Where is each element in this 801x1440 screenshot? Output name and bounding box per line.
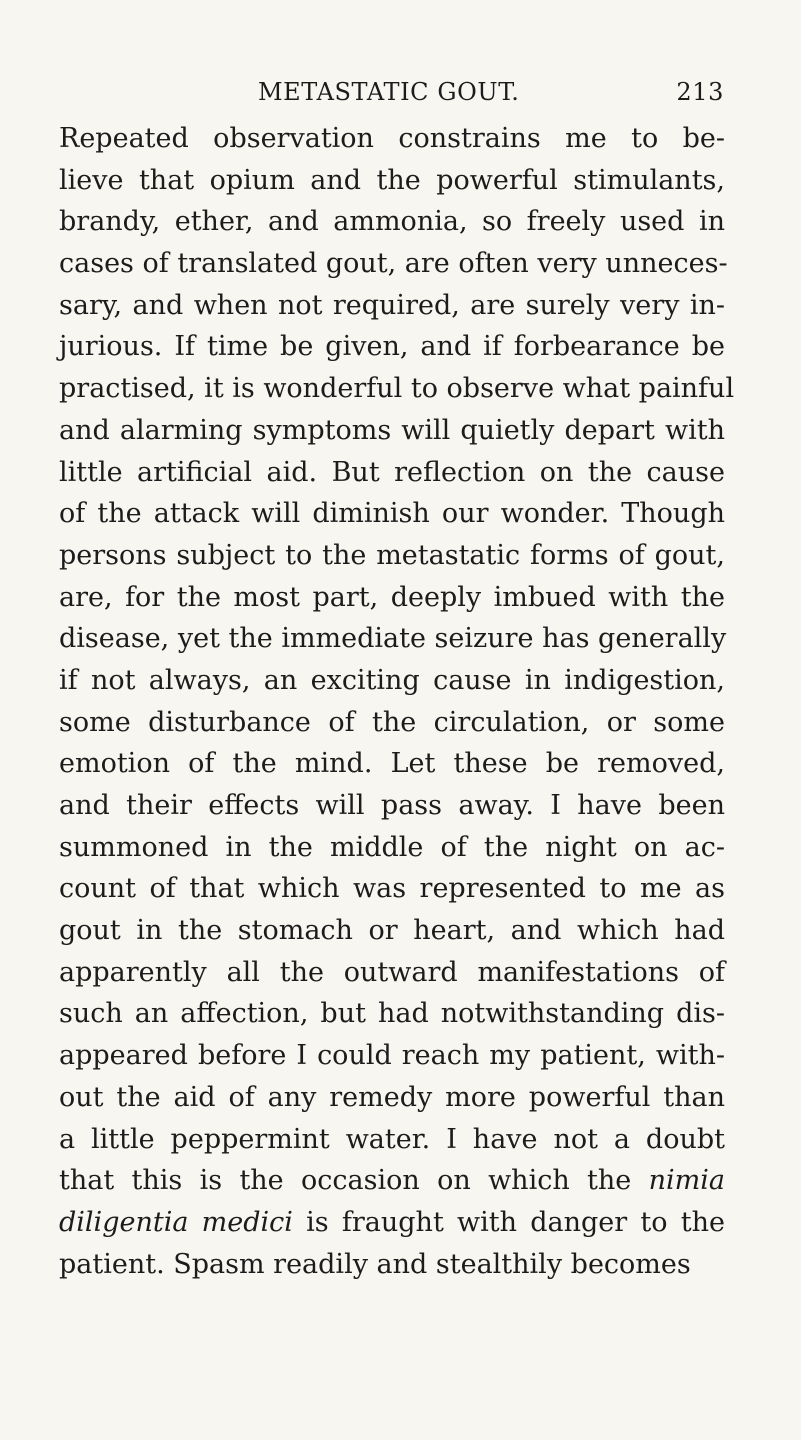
text-line: apparently all the outward manifestations of [59,956,725,988]
text-line: Repeated observation constrains me to be- [59,123,725,154]
page-number: 213 [676,78,724,106]
text-line: sary, and when not required, are surely very in- [59,289,725,321]
italic-phrase: diligentia medici [59,1206,293,1238]
text-line: lieve that opium and the powerful stimulants, [59,164,725,196]
text-run: that this is the occasion on which the [59,1165,632,1197]
text-line: jurious. If time be given, and if forbearance be [59,331,725,363]
text-line: cases of translated gout, are often very unneces- [59,248,728,280]
text-line: out the aid of any remedy more powerful than [59,1081,725,1113]
text-run: is fraught with danger to the [292,1206,725,1238]
text-line: practised, it is wonderful to observe what painful [59,373,735,405]
text-line: if not always, an exciting cause in indigestion, [59,664,725,696]
text-line-with-italic [59,1160,725,1202]
text-line: little artificial aid. But reflection on the cause [59,456,725,488]
text-line: summoned in the middle of the night on ac- [59,831,725,863]
text-line: a little peppermint water. I have not a doubt [59,1123,725,1155]
text-line: such an affection, but had notwithstanding dis- [59,998,725,1030]
text-line: brandy, ether, and ammonia, so freely used in [59,206,725,238]
text-line: emotion of the mind. Let these be removed, [59,748,725,780]
text-line: persons subject to the metastatic forms of gout, [59,539,725,571]
text-line: of the attack will diminish our wonder. Though [59,498,725,530]
running-head [258,78,724,112]
text-line: gout in the stomach or heart, and which had [59,915,725,947]
text-line: appeared before I could reach my patient, with- [59,1040,725,1072]
text-line: patient. Spasm readily and stealthily becomes [59,1248,691,1280]
text-line: some disturbance of the circulation, or some [59,706,725,738]
body-text [59,118,735,1285]
text-line: are, for the most part, deeply imbued with the [59,581,725,613]
text-line: count of that which was represented to me as [59,873,725,905]
text-line: and their effects will pass away. I have been [59,790,725,821]
text-line: disease, yet the immediate seizure has generally [59,623,727,655]
running-title: METASTATIC GOUT. [258,78,520,106]
text-line-with-italic [59,1202,725,1244]
text-line: and alarming symptoms will quietly depart with [59,414,725,446]
italic-phrase: nimia [648,1165,725,1197]
